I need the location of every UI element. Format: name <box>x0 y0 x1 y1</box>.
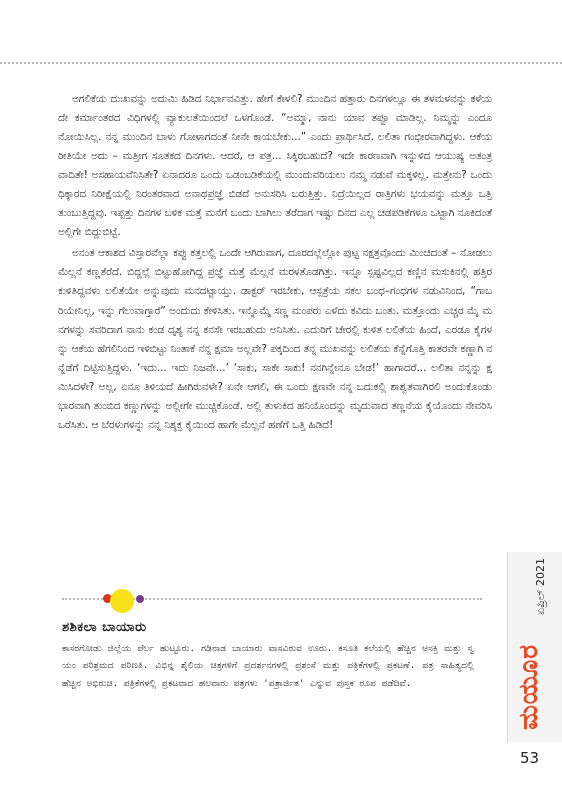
article-paragraph: ಅನಂತ ಆಕಾಶದ ವಿಸ್ತಾರವೆಲ್ಲಾ ಕಪ್ಪು ಕತ್ತಲಲ್ಲಿ ಒಂದೇ ಆಗಿರುವಾಗ, ದೂರದಲ್ಲೆಲ್ಲೋ ಪುಟ್ಟ ನಕ್ಷತ್ರವೊಂದು ಮಿಂಚಿದಂತೆ – ನೋಡಲು ಮೆಲ್ಲನೆ ಕಣ್ಣತೆರೆದೆ. ಬಿದ್ದಲ್ಲೆ ಬಿಟ್ಟುಹೋಗಿದ್ದ ಪ್ರಜ್ಞೆ ಮತ್ತೆ ಮೆಲ್ಲನೆ ಮರಳತೊಡಗಿತ್ತು. ಇನ್ನೂ ಸ್ಪಷ್ಟವಿಲ್ಲದ ಕಣ್ಣಿನ ಮಸುಕಿನಲ್ಲಿ ಹತ್ತಿರ ಕುಳಿತಿದ್ದವಳು ಲಲಿತೆಯೇ ಅನ್ನುವುದು ಮನದಟ್ಟಾಯ್ತು. ಡಾಕ್ಟರ್ ಇರಬೇಕು, ಆಸ್ಪತ್ರೆಯ ಸಕಲ ಬಂಧ–ಗಂಧಗಳ ನಡುವಿನಿಂದ, “ಗಾಬರಿಯೇನಿಲ್ಲ, ಇನ್ನು ಗೆಲುವಾಗ್ತಾರೆ” ಅಂದುದು ಕೇಳಿಸಿತು. ಇನ್ನೊಮ್ಮೆ ಸಣ್ಣ ಮಂಪರು ಎಳೆದು ಕವಿದು ಬಂತು. ಮತ್ತೊಂದು ಎಚ್ಚರ ಮೈ ಮನಗಳನ್ನು ಸವರಿದಾಗ ನಾನು ಕಂಡ ದೃಶ್ಯ ನನ್ನ ಕನಸೇ ಇರಬಹುದು ಅನಿಸಿತು. ಎದುರಿಗೆ ಚೇರಲ್ಲಿ ಕುಳಿತ ಲಲಿತೆಯ ಹಿಂದೆ, ಎರಡೂ ಕೈಗಳನ್ನು ಆಕೆಯ ಹೆಗಲಿನಿಂದ ಇಳಿಬಿಟ್ಟು ನಿಂತಾಕೆ ನನ್ನ ಕ್ಷಮಾ ಅಲ್ಲವೇ? ಪಕ್ಕದಿಂದ ತನ್ನ ಮುಖವನ್ನು ಲಲಿತೆಯ ಕೆನ್ನೆಗೊತ್ತಿ ಕಾತರವೇ ಕಣ್ಣಾಗಿ ನನ್ನೆಡೆಗೆ ದಿಟ್ಟಿಸುತ್ತಿದ್ದಳು. ‘ಇದು... ಇದು ನಿಜವೇ...’ ‘ಸಾಕು, ಸಾಕೇ ಸಾಕು! ನನಗಿನ್ನೇನೂ ಬೇಡ!’ ಹಾಗಾದರೆ... ಲಲಿತಾ ನನ್ನನ್ನು ಕ್ಷಮಿಸಿದಳೇ? ಅಲ್ಲ, ಏನೂ ತಿಳಿಯದೆ ಹೀಗಿರುವಳೇ? ಏನೇ ಆಗಲಿ, ಈ ಒಂದು ಕ್ಷಣವೇ ನನ್ನ ಬದುಕಲ್ಲಿ ಶಾಶ್ವತವಾಗಿರಲಿ ಅಂದುಕೊಂಡು ಭಾರವಾಗಿ ತುಂಬಿದ ಕಣ್ಣುಗಳನ್ನು ಅಲ್ಲೀಗೇ ಮುಚ್ಚಿಕೊಂಡೆ. ಅಲ್ಲಿ ತುಳುಕಿದ ಹನಿಯೊಂದನ್ನು ಮೃದುವಾದ ತಣ್ಣನೆಯ ಕೈಯೊಂದು ನೇವರಿಸಿ ಒರೆಸಿತು. ಆ ಬೆರಳುಗಳನ್ನು ನನ್ನ ನಿಶ್ಶಕ್ತ ಕೈಯಿಂದ ಹಾಗೇ ಮೆಲ್ಲನೆ ಹಣೆಗೆ ಒತ್ತಿ ಹಿಡಿದೆ! <box>58 247 492 431</box>
decor-dot-yellow <box>110 589 134 613</box>
decor-dot-purple <box>136 595 144 603</box>
magazine-side-strip <box>507 552 562 742</box>
article-body <box>58 90 492 435</box>
article-paragraph: ಅಗಲಿಕೆಯ ದುಃಖವನ್ನು ಅದುಮಿ ಹಿಡಿದ ನಿರ್ಭಾವವಿತ್ತು. ಹೇಗೆ ಕೇಳಲಿ? ಮುಂದಿನ ಹತ್ತಾರು ದಿನಗಳಲ್ಲೂ ಈ ತಳಮಳವನ್ನು ಕಳೆಯದೇ ಕರ್ಮಾಂತರದ ವಿಧಿಗಳಲ್ಲಿ ವ್ಯಾಕುಲತೆಯಿಂದಲೆ ಒಳಗೊಂಡೆ. “ಅಮ್ಮಾ, ನಾನು ಯಾವ ತಪ್ಪೂ ಮಾಡಿಲ್ಲ. ನಿಮ್ಮನ್ನು ಎಂದೂ ನೋಯಿಸಿಲ್ಲ. ನನ್ನ ಮುಂದಿನ ಬಾಳು ಗೋಳಾಗದಂತೆ ನೀನೇ ಕಾಯಬೇಕು...” ಎಂದು ಪ್ರಾರ್ಥಿಸಿದೆ. ಲಲಿತಾ ಗಂಭೀರವಾಗಿದ್ದಳು. ಆಕೆಯ ರೀತಿಯೇ ಅದು – ಮತ್ತೀಗ ಸೂತಕದ ದಿನಗಳು. ಆದರೆ, ಆ ಪತ್ರ... ಸಿಕ್ಕಿರಬಹುದೆ? ಇದೇ ಕಾರಣವಾಗಿ ಇನ್ನುಳಿದ ಆಯುಷ್ಯ ಅತಂತ್ರವಾದಿತೇ! ಅಸಹಾಯವೆನಿಸಿತೇ? ಏನಾದರೂ ಒಂದು ಒಡಂಬಡಿಕೆಯಲ್ಲಿ ಮುಂದುವರಿಯಲು ನಮ್ಮ ನಡುವೆ ಮಕ್ಕಳಿಲ್ಲ. ಮತ್ತೇನು? ಒಂದು ಧಿಕ್ಕಾರದ ನಿರೀಕ್ಷೆಯಲ್ಲಿ ನಿರಂತರವಾದ ಅನಾಥಪ್ರಜ್ಞೆ ಬಿಡದೆ ಅನುಸರಿಸಿ ಬರುತ್ತಿತ್ತು. ನಿದ್ರೆಯಿಲ್ಲದ ರಾತ್ರಿಗಳು ಭಯವನ್ನು ಮತ್ತೂ ಒತ್ತಿ ತುಂಬುತ್ತಿದ್ದವು. ಇಪ್ಪತ್ತು ದಿನಗಳ ಬಳಿಕ ಮತ್ತೆ ಮನೆಗೆ ಬಂದು ಬಾಗಿಲು ತೆರೆದಾಗ ಇಷ್ಟು ದಿನದ ಎಲ್ಲ ಚಡಪಡಿಕೆಗಳೂ ಒಟ್ಟಾಗಿ ನೂಕಿದಂತೆ ಅಲ್ಲಿಗೇ ಬಿದ್ದುಬಿಟ್ಟೆ. <box>58 93 492 239</box>
author-name: ಶಶಿಕಲಾ ಬಾಯಾರು <box>62 620 147 635</box>
author-bio: ಕಾಸರಗೋಡು ಜಿಲ್ಲೆಯ ಪೆರ್ಲ ಹುಟ್ಟೂರು. ಗಡಿನಾಡ ಬಾಯಾರು ವಾಸವಿರುವ ಊರು. ಕಸೂತಿ ಕಲೆಯಲ್ಲಿ ಹೆಚ್ಚಿನ ಆಸಕ್ತಿ ಮತ್ತು ಸ್ವಯಂ ಪರಿಶ್ರಮದ ಪರಿಣತಿ. ವಿಭಿನ್ನ ಶೈಲಿಯ ಚಿತ್ರಗಳಿಗೆ ಪ್ರದರ್ಶನಗಳಲ್ಲಿ ಪ್ರಶಂಸೆ ಮತ್ತು ಪತ್ರಿಕೆಗಳಲ್ಲಿ ಪ್ರಕಟಣೆ. ಪತ್ರ ಸಾಹಿತ್ಯದಲ್ಲಿ ಹೆಚ್ಚಿನ ಅಭಿರುಚಿ. ಪತ್ರಿಕೆಗಳಲ್ಲಿ ಪ್ರಕಟವಾದ ಹಲವಾರು ಪತ್ರಗಳು 'ಪತ್ರಾರ್ಜಿತ' ಎನ್ನುವ ಪುಸ್ತಕ ರೂಪ ಪಡೆದಿವೆ. <box>62 643 474 689</box>
page-number: 53 <box>520 749 540 767</box>
magazine-logo: ಮಯೂರ <box>514 644 544 730</box>
top-dotted-rule <box>0 62 562 64</box>
issue-date: ಏಪ್ರಿಲ್ 2021 <box>534 558 547 615</box>
